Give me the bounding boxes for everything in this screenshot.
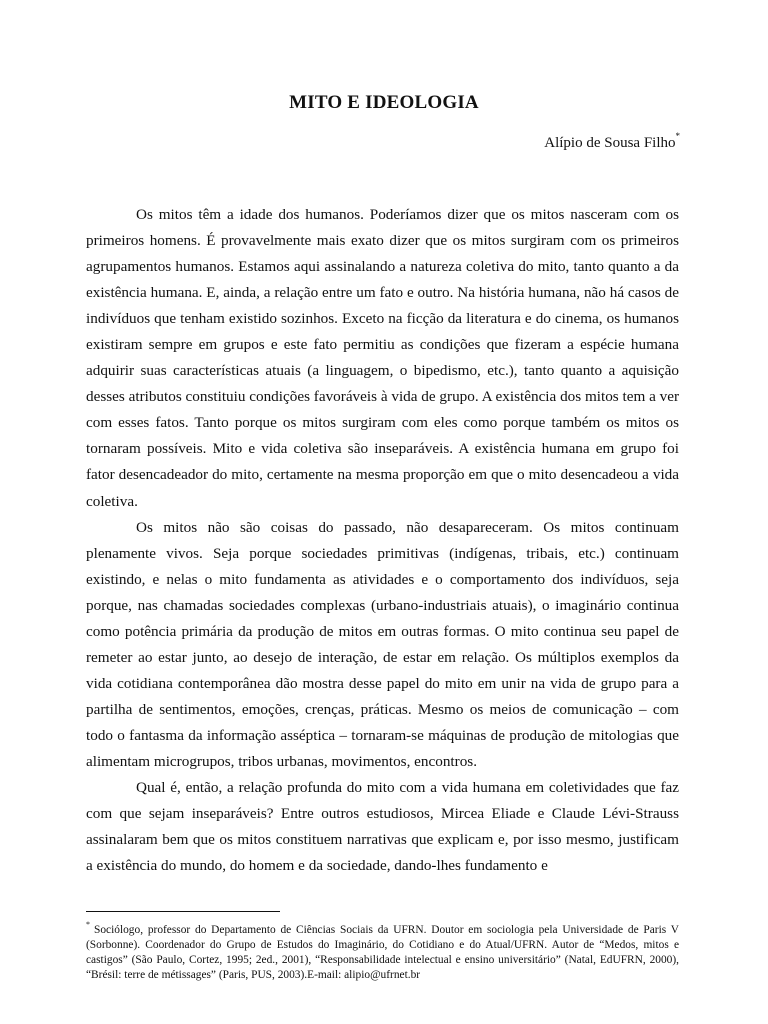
author-line — [544, 133, 680, 152]
author-footnote-marker: * — [675, 131, 680, 141]
footnote — [86, 918, 679, 984]
document-title: MITO E IDEOLOGIA — [289, 92, 479, 113]
footnote-divider — [86, 911, 280, 912]
paragraph-1: Os mitos têm a idade dos humanos. Poderíamos dizer que os mitos nasceram com os primeiros homens. É provavelmente mais exato dizer que os mitos surgiram com os primeiros agrupamentos humanos. Estamos aqui assinalando a natureza coletiva do mito, tanto quanto a da existência humana. E, ainda, a relação entre um fato e outro. Na história humana, não há casos de indivíduos que tenham existido sozinhos. Exceto na ficção da literatura e do cinema, os humanos existiram sempre em grupos e este fato permitiu as condições que fizeram a espécie humana adquirir suas características atuais (a linguagem, o bipedismo, etc.), tanto quanto a aquisição desses atributos constituiu condições favoráveis à vida de grupo. A existência dos mitos tem a ver com esses fatos. Tanto porque os mitos surgiram com eles como porque também os mitos os tornaram possíveis. Mito e vida coletiva são inseparáveis. A existência humana em grupo foi fator desencadeador do mito, certamente na mesma proporção em que o mito desencadeou a vida coletiva. — [86, 206, 680, 510]
author-name: Alípio de Sousa Filho — [544, 135, 676, 151]
footnote-text: Sociólogo, professor do Departamento de Ciências Sociais da UFRN. Doutor em sociologia pela Universidade de Paris V (Sorbonne). Coordenador do Grupo de Estudos do Imaginário, do Cotidiano e do Atual/UFRN. Autor de “Medos, mitos e castigos” (São Paulo, Cortez, 1995; 2ed., 2001), “Responsabilidade intelectual e ensino universitário” (Natal, EdUFRN, 2000), “Brésil: terre de métissages” (Paris, PUS, 2003).E-mail: alipio@ufrnet.br — [86, 923, 679, 982]
footnote-marker: * — [86, 920, 90, 929]
body-text — [86, 202, 679, 879]
paragraph-2: Os mitos não são coisas do passado, não desapareceram. Os mitos continuam plenamente vivos. Seja porque sociedades primitivas (indígenas, tribais, etc.) continuam existindo, e nelas o mito fundamenta as atividades e o comportamento dos indivíduos, seja porque, nas chamadas sociedades complexas (urbano-industriais atuais), o imaginário continua como potência primária da produção de mitos em outras formas. O mito continua seu papel de remeter ao estar junto, ao desejo de interação, de estar em relação. Os múltiplos exemplos da vida cotidiana contemporânea dão mostra desse papel do mito em unir na vida de grupo para a partilha de sentimentos, emoções, crenças, práticas. Mesmo os meios de comunicação – com todo o fantasma da informação asséptica – tornaram-se máquinas de produção de mitologias que alimentam microgrupos, tribos urbanas, movimentos, encontros. — [86, 518, 679, 770]
paragraph-3: Qual é, então, a relação profunda do mito com a vida humana em coletividades que faz com que sejam inseparáveis? Entre outros estudiosos, Mircea Eliade e Claude Lévi-Strauss assinalaram bem que os mitos constituem narrativas que explicam e, por isso mesmo, justificam a existência do mundo, do homem e da sociedade, dando-lhes fundamento e — [86, 779, 679, 875]
